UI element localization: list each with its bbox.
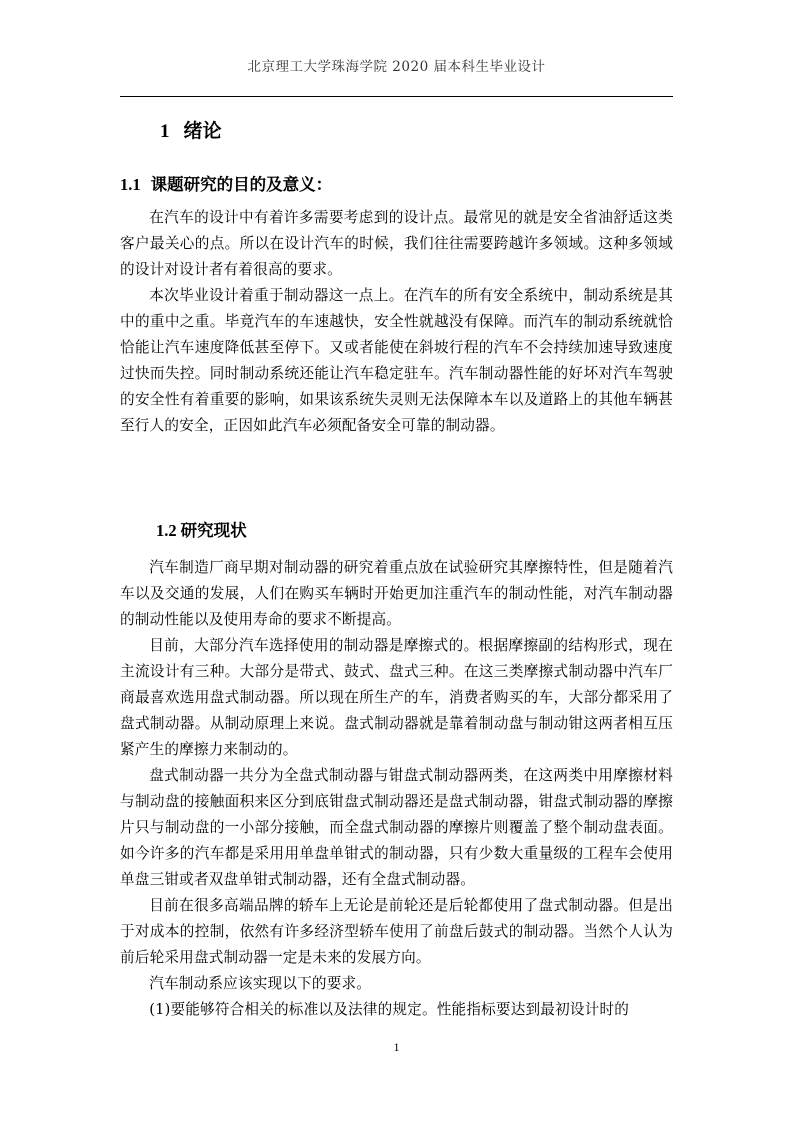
- paragraph: 在汽车的设计中有着许多需要考虑到的设计点。最常见的就是安全省油舒适这类客户最关心的点。所以在设计汽车的时候，我们往往需要跨越许多领域。这种多领域的设计对设计者有着很高的要求。: [120, 209, 673, 278]
- chapter-number: 1: [160, 121, 170, 142]
- chapter-heading: [160, 116, 222, 143]
- section-number: 1.1: [120, 175, 141, 194]
- section-1-2-body: [120, 555, 673, 1023]
- paragraph: 盘式制动器一共分为全盘式制动器与钳盘式制动器两类，在这两类中用摩擦材料与制动盘的接触面积来区分到底钳盘式制动器还是盘式制动器，钳盘式制动器的摩擦片只与制动盘的一小部分接触，而全盘式制动器的摩擦片则覆盖了整个制动盘表面。如今许多的汽车都是采用用单盘单钳式的制动器，只有少数大重量级的工程车会使用单盘三钳或者双盘单钳式制动器，还有全盘式制动器。: [120, 767, 673, 888]
- section-title: 课题研究的目的及意义：: [150, 175, 333, 194]
- page-number: 1: [393, 1040, 400, 1054]
- running-header: 北京理工大学珠海学院 2020 届本科生毕业设计: [247, 59, 546, 75]
- section-1-1-body: [120, 205, 673, 439]
- section-heading-1-2: [156, 517, 247, 541]
- paragraph: 目前，大部分汽车选择使用的制动器是摩擦式的。根据摩擦副的结构形式，现在主流设计有三种。大部分是带式、鼓式、盘式三种。在这三类摩擦式制动器中汽车厂商最喜欢选用盘式制动器。所以现在所生产的车，消费者购买的车，大部分都采用了盘式制动器。从制动原理上来说。盘式制动器就是靠着制动盘与制动钳这两者相互压紧产生的摩擦力来制动的。: [120, 637, 673, 758]
- section-number: 1.2: [156, 521, 177, 540]
- section-heading-1-1: [120, 171, 332, 195]
- chapter-title: 绪论: [183, 120, 222, 142]
- paragraph: 目前在很多高端品牌的轿车上无论是前轮还是后轮都使用了盘式制动器。但是出于对成本的控制，依然有许多经济型轿车使用了前盘后鼓式的制动器。当然个人认为前后轮采用盘式制动器一定是未来的发展方向。: [120, 897, 673, 966]
- section-title: 研究现状: [180, 521, 247, 540]
- paragraph: 本次毕业设计着重于制动器这一点上。在汽车的所有安全系统中，制动系统是其中的重中之重。毕竟汽车的车速越快，安全性就越没有保障。而汽车的制动系统就恰恰能让汽车速度降低甚至停下。又或者能使在斜坡行程的汽车不会持续加速导致速度过快而失控。同时制动系统还能让汽车稳定驻车。汽车制动器性能的好坏对汽车驾驶的安全性有着重要的影响，如果该系统失灵则无法保障本车以及道路上的其他车辆甚至行人的安全，正因如此汽车必须配备安全可靠的制动器。: [120, 287, 673, 434]
- paragraph: 汽车制动系应该实现以下的要求。: [149, 975, 372, 992]
- paragraph: (1)要能够符合相关的标准以及法律的规定。性能指标要达到最初设计时的: [149, 1001, 630, 1018]
- header-divider: [120, 96, 673, 97]
- paragraph: 汽车制造厂商早期对制动器的研究着重点放在试验研究其摩擦特性，但是随着汽车以及交通的发展，人们在购买车辆时开始更加注重汽车的制动性能，对汽车制动器的制动性能以及使用寿命的要求不断提高。: [120, 559, 673, 628]
